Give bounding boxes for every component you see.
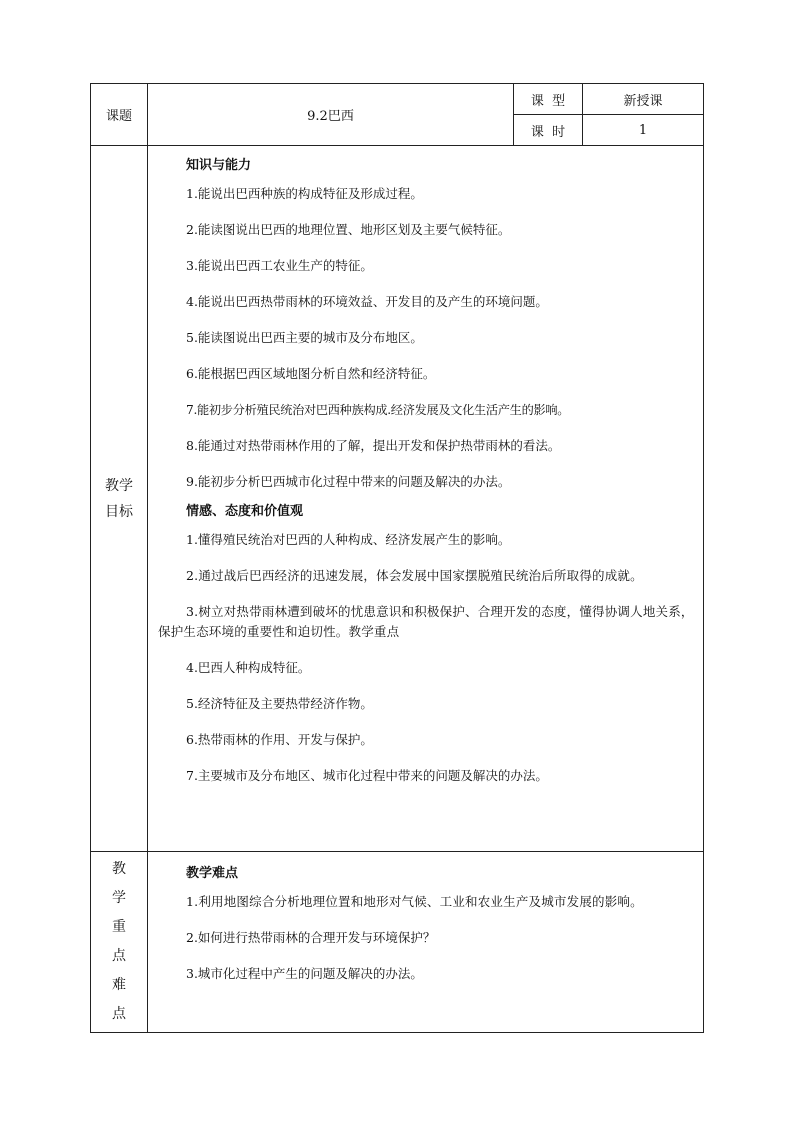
objective-item: 5.能读图说出巴西主要的城市及分布地区。 <box>186 330 423 345</box>
objectives-label-cell <box>91 146 148 852</box>
objective-item: 2.能读图说出巴西的地理位置、地形区划及主要气候特征。 <box>186 222 511 237</box>
objective-item: 2.通过战后巴西经济的迅速发展，体会发展中国家摆脱殖民统治后所取得的成就。 <box>186 568 643 583</box>
hours-value: 1 <box>583 115 704 146</box>
difficulties-label-line2: 重点 <box>112 919 136 964</box>
topic-value: 9.2巴西 <box>148 84 514 146</box>
difficulty-item: 3.城市化过程中产生的问题及解决的办法。 <box>186 966 423 981</box>
objective-item: 6.热带雨林的作用、开发与保护。 <box>186 732 373 747</box>
objectives-label-line2: 目标 <box>105 503 133 520</box>
objective-item: 3.树立对热带雨林遭到破坏的忧患意识和积极保护、合理开发的态度，懂得协调人地关系，保护生态环境的重要性和迫切性。教学重点 <box>158 604 694 639</box>
objective-item: 8.能通过对热带雨林作用的了解，提出开发和保护热带雨林的看法。 <box>186 438 561 453</box>
difficulties-label-cell <box>91 852 148 1033</box>
topic-label: 课题 <box>91 84 148 146</box>
type-label: 课 型 <box>514 84 583 115</box>
objective-item: 9.能初步分析巴西城市化过程中带来的问题及解决的办法。 <box>186 474 511 489</box>
objective-item: 1.能说出巴西种族的构成特征及形成过程。 <box>186 186 423 201</box>
objective-item: 3.能说出巴西工农业生产的特征。 <box>186 258 373 273</box>
type-value: 新授课 <box>583 84 704 115</box>
objective-item: 5.经济特征及主要热带经济作物。 <box>186 696 373 711</box>
difficulties-label-line3: 难点 <box>112 977 136 1022</box>
objective-item: 4.能说出巴西热带雨林的环境效益、开发目的及产生的环境问题。 <box>186 294 548 309</box>
objectives-heading-attitude: 情感、态度和价值观 <box>186 504 304 519</box>
objectives-content <box>148 146 704 852</box>
objective-item: 1.懂得殖民统治对巴西的人种构成、经济发展产生的影响。 <box>186 532 511 547</box>
difficulties-heading: 教学难点 <box>186 866 239 881</box>
objective-item: 7.能初步分析殖民统治对巴西种族构成.经济发展及文化生活产生的影响。 <box>186 403 570 417</box>
difficulties-label-line1: 教学 <box>112 861 136 906</box>
difficulty-item: 1.利用地图综合分析地理位置和地形对气候、工业和农业生产及城市发展的影响。 <box>186 894 643 909</box>
objectives-label-line1: 教学 <box>105 477 133 494</box>
objective-item: 7.主要城市及分布地区、城市化过程中带来的问题及解决的办法。 <box>186 768 548 783</box>
hours-label: 课 时 <box>514 115 583 146</box>
difficulties-content <box>148 852 704 1033</box>
objective-item: 6.能根据巴西区域地图分析自然和经济特征。 <box>186 366 436 381</box>
difficulty-item: 2.如何进行热带雨林的合理开发与环境保护？ <box>186 930 436 945</box>
objective-item: 4.巴西人种构成特征。 <box>186 660 311 675</box>
objectives-heading-knowledge: 知识与能力 <box>186 158 252 173</box>
lesson-plan-table <box>90 83 704 1033</box>
